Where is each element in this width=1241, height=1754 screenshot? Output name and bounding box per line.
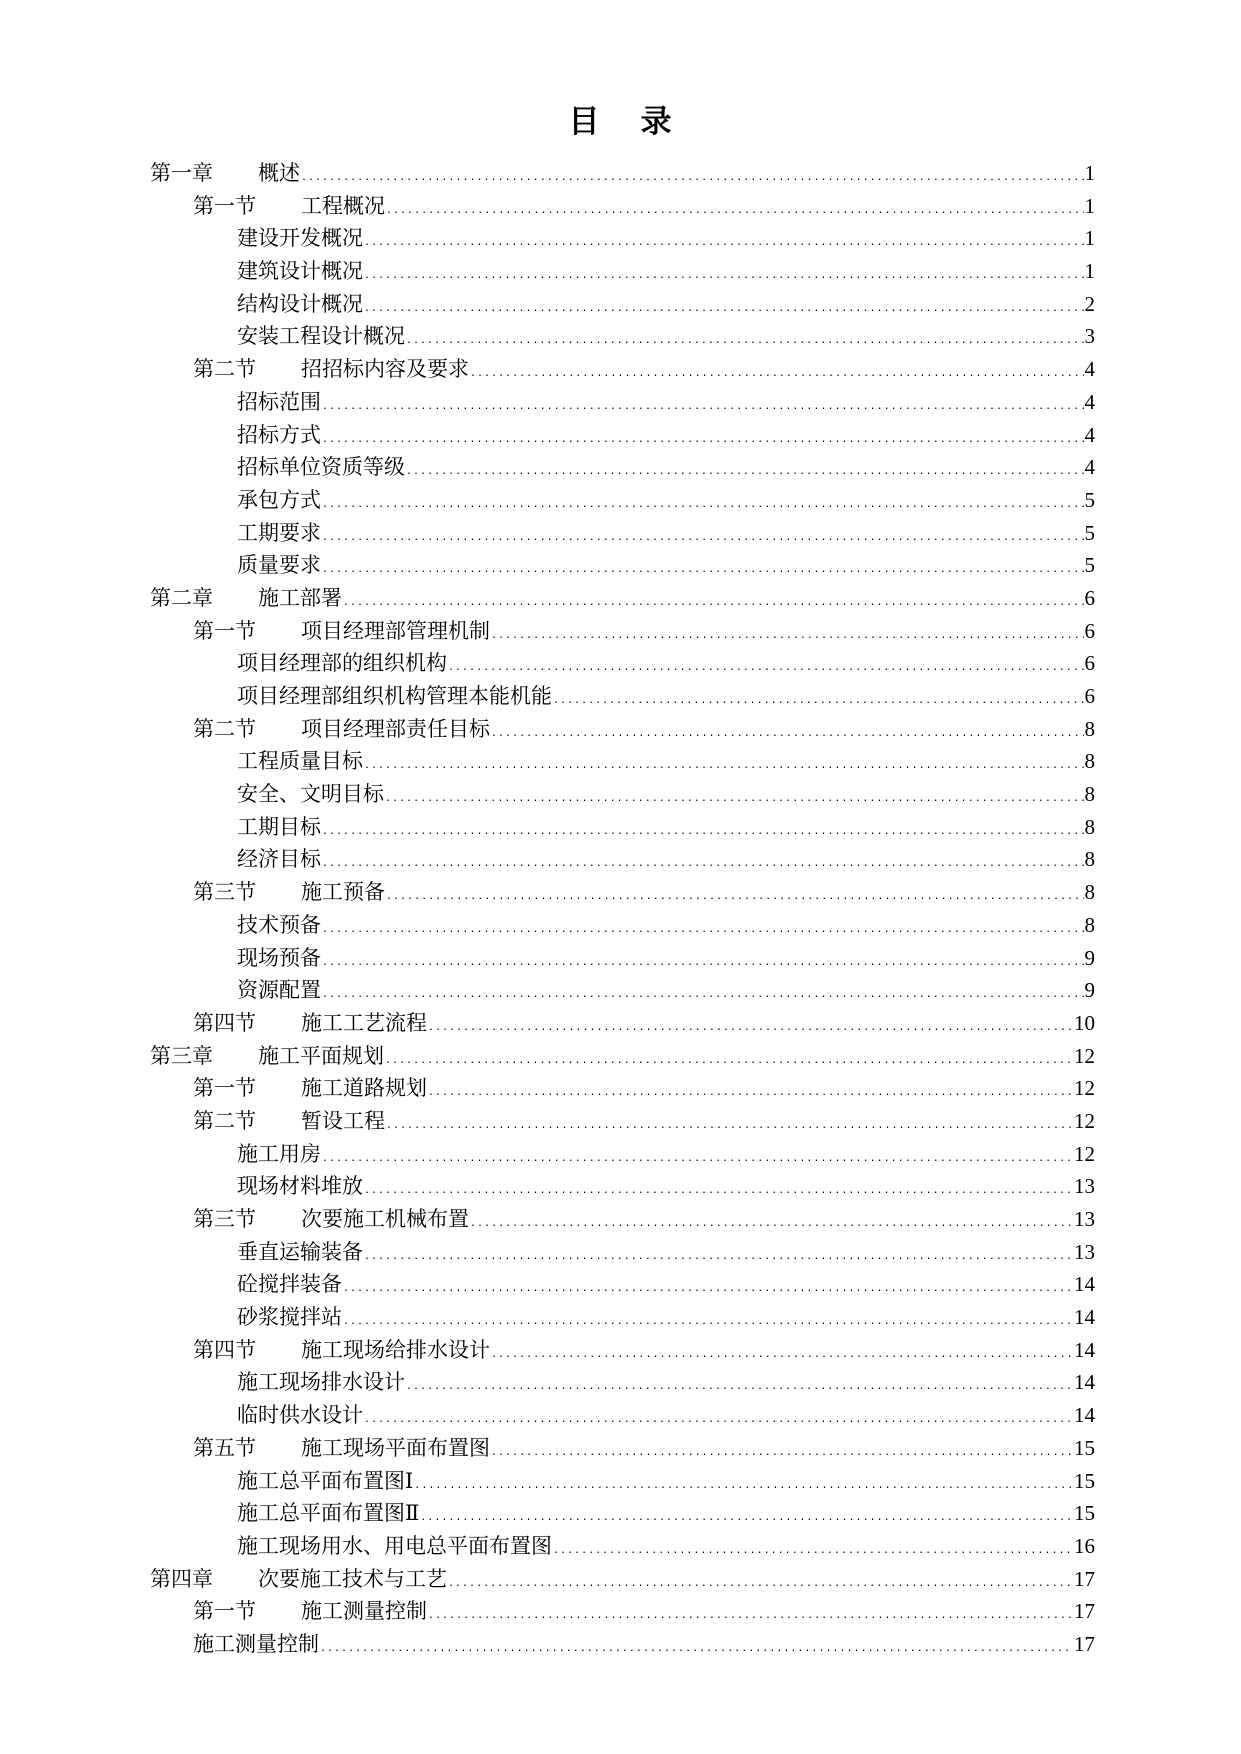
toc-entry[interactable] <box>150 647 1095 680</box>
toc-entry-label <box>237 1138 321 1171</box>
toc-entry[interactable] <box>150 288 1095 321</box>
toc-entry-label <box>193 353 469 386</box>
toc-entry-title: 质量要求 <box>237 553 321 578</box>
toc-entry-label <box>237 778 384 811</box>
toc-entry[interactable] <box>150 1268 1095 1301</box>
toc-leader-dots <box>385 1045 1073 1078</box>
toc-leader-dots <box>301 162 1084 195</box>
toc-entry-label <box>237 320 405 353</box>
toc-page-number: 14 <box>1074 1370 1095 1395</box>
toc-entry-label <box>237 255 363 288</box>
toc-entry[interactable] <box>150 942 1095 975</box>
toc-leader-dots <box>320 1633 1073 1666</box>
toc-page-number: 8 <box>1084 912 1095 937</box>
toc-entry-title: 技术预备 <box>237 912 321 937</box>
toc-leader-dots <box>322 979 1084 1012</box>
toc-leader-dots <box>322 424 1084 457</box>
toc-entry-label <box>150 582 342 615</box>
toc-page-number: 6 <box>1084 585 1095 610</box>
toc-entry-title: 工期目标 <box>237 814 321 839</box>
toc-entry-label <box>237 1301 342 1334</box>
toc-entry-title: 施工现场平面布置图 <box>301 1435 490 1460</box>
toc-entry-number: 第四章 <box>150 1566 213 1591</box>
toc-entry-title: 经济目标 <box>237 847 321 872</box>
toc-entry-title: 施工现场给排水设计 <box>301 1337 490 1362</box>
toc-entry[interactable] <box>150 419 1095 452</box>
toc-entry-label <box>237 1268 342 1301</box>
toc-entry-label <box>193 1007 427 1040</box>
toc-entry[interactable] <box>150 222 1095 255</box>
toc-entry[interactable] <box>150 1072 1095 1105</box>
toc-leader-dots <box>491 1339 1073 1372</box>
toc-entry[interactable] <box>150 876 1095 909</box>
toc-entry[interactable] <box>150 1465 1095 1498</box>
toc-entry-label <box>193 190 385 223</box>
toc-page-number: 17 <box>1074 1631 1095 1656</box>
toc-entry-number: 第三节 <box>193 1207 256 1231</box>
toc-entry[interactable] <box>150 386 1095 419</box>
toc-entry-title: 招标方式 <box>237 422 321 447</box>
toc-entry-label <box>193 1105 385 1138</box>
toc-entry-label <box>237 419 321 452</box>
toc-entry-title: 项目经理部组织机构管理本能机能 <box>237 684 552 708</box>
toc-entry[interactable] <box>150 157 1095 190</box>
toc-entry-label <box>150 1563 447 1596</box>
toc-page-number: 17 <box>1074 1599 1095 1624</box>
toc-entry-title: 项目经理部管理机制 <box>301 618 490 643</box>
toc-entry-number: 第二章 <box>150 585 213 610</box>
toc-entry[interactable] <box>150 353 1095 386</box>
page-title <box>0 100 1241 144</box>
toc-entry-title: 施工平面规划 <box>258 1043 384 1068</box>
toc-entry-title: 施工现场用水、用电总平面布置图 <box>237 1533 552 1558</box>
toc-entry[interactable] <box>150 1399 1095 1432</box>
toc-leader-dots <box>322 522 1084 555</box>
toc-page-number: 13 <box>1074 1207 1095 1231</box>
toc-entry-title: 暂设工程 <box>301 1108 385 1133</box>
toc-entry[interactable] <box>150 1334 1095 1367</box>
toc-page-number: 6 <box>1084 651 1095 676</box>
toc-entry-title: 招标单位资质等级 <box>237 455 405 480</box>
toc-leader-dots <box>428 1077 1073 1110</box>
toc-entry[interactable] <box>150 1301 1095 1334</box>
toc-page-number: 4 <box>1084 455 1095 480</box>
toc-page-number: 8 <box>1084 814 1095 839</box>
toc-leader-dots <box>364 260 1084 293</box>
toc-entry-label <box>150 157 300 190</box>
toc-entry-number: 第一节 <box>193 1076 256 1101</box>
toc-entry-title: 次要施工机械布置 <box>301 1207 469 1231</box>
toc-leader-dots <box>322 816 1084 849</box>
toc-entry-label <box>237 517 321 550</box>
toc-entry[interactable] <box>150 1170 1095 1203</box>
toc-entry-title: 建设开发概况 <box>237 226 363 251</box>
toc-entry-number: 第一节 <box>193 193 256 218</box>
toc-entry-number: 第一节 <box>193 1599 256 1624</box>
toc-entry[interactable] <box>150 909 1095 942</box>
toc-entry[interactable] <box>150 778 1095 811</box>
toc-leader-dots <box>386 195 1084 228</box>
toc-leader-dots <box>322 391 1084 424</box>
toc-entry[interactable] <box>150 843 1095 876</box>
toc-entry-title: 施工工艺流程 <box>301 1010 427 1035</box>
toc-entry-title: 项目经理部责任目标 <box>301 716 490 741</box>
toc-page-number: 14 <box>1074 1272 1095 1297</box>
toc-entry-label <box>237 843 321 876</box>
toc-entry[interactable] <box>150 549 1095 582</box>
toc-entry-number: 第五节 <box>193 1435 256 1460</box>
toc-page-number: 8 <box>1084 716 1095 741</box>
toc-entry-number: 第三章 <box>150 1043 213 1068</box>
toc-entry[interactable] <box>150 517 1095 550</box>
toc-leader-dots <box>428 1600 1073 1633</box>
title-char-1: 目 <box>568 104 601 140</box>
toc-entry[interactable] <box>150 1530 1095 1563</box>
toc-entry-title: 施工总平面布置图Ⅱ <box>237 1501 420 1526</box>
toc-page-number: 4 <box>1084 389 1095 414</box>
toc-page-number: 13 <box>1074 1174 1095 1199</box>
toc-entry-label <box>237 1366 405 1399</box>
toc-page-number: 14 <box>1074 1403 1095 1428</box>
toc-page-number: 4 <box>1084 357 1095 382</box>
toc-entry-label <box>193 876 385 909</box>
toc-entry-title: 施工道路规划 <box>301 1076 427 1101</box>
toc-entry-label <box>193 615 490 648</box>
toc-leader-dots <box>386 1110 1073 1143</box>
toc-entry[interactable] <box>150 1236 1095 1269</box>
toc-page-number: 5 <box>1084 487 1095 512</box>
toc-page-number: 1 <box>1084 226 1095 251</box>
toc-page-number: 15 <box>1074 1468 1095 1493</box>
toc-entry-number: 第二节 <box>193 1108 256 1133</box>
toc-entry[interactable] <box>150 320 1095 353</box>
toc-entry-number: 第四节 <box>193 1010 256 1035</box>
toc-leader-dots <box>491 1437 1073 1470</box>
toc-page-number: 15 <box>1074 1501 1095 1526</box>
toc-entry-title: 施工总平面布置图Ⅰ <box>237 1468 414 1493</box>
toc-entry-label <box>237 386 321 419</box>
toc-entry-number: 第三节 <box>193 880 256 905</box>
toc-entry-label <box>237 647 447 680</box>
toc-entry[interactable] <box>150 974 1095 1007</box>
toc-entry[interactable] <box>150 1040 1095 1073</box>
toc-page-number: 12 <box>1074 1108 1095 1133</box>
toc-entry[interactable] <box>150 1628 1095 1661</box>
toc-entry-title: 施工测量控制 <box>301 1599 427 1624</box>
toc-page-number: 16 <box>1074 1533 1095 1558</box>
toc-entry-title: 招招标内容及要求 <box>301 357 469 382</box>
toc-leader-dots <box>364 750 1084 783</box>
toc-entry-label <box>193 1628 319 1661</box>
toc-page-number: 15 <box>1074 1435 1095 1460</box>
toc-leader-dots <box>364 1241 1073 1274</box>
toc-entry-label <box>237 1170 363 1203</box>
toc-entry-number: 第四节 <box>193 1337 256 1362</box>
toc-entry-label <box>237 288 363 321</box>
toc-leader-dots <box>364 293 1084 326</box>
toc-entry[interactable] <box>150 190 1095 223</box>
toc-entry-title: 建筑设计概况 <box>237 259 363 284</box>
toc-page-number: 8 <box>1084 847 1095 872</box>
toc-page-number: 14 <box>1074 1337 1095 1362</box>
toc-entry-title: 工程质量目标 <box>237 749 363 774</box>
toc-leader-dots <box>385 783 1084 816</box>
toc-leader-dots <box>406 456 1084 489</box>
toc-leader-dots <box>322 554 1084 587</box>
toc-entry[interactable] <box>150 1366 1095 1399</box>
toc-entry-title: 施工测量控制 <box>193 1631 319 1656</box>
toc-entry-title: 结构设计概况 <box>237 291 363 316</box>
toc-entry-label <box>237 745 363 778</box>
toc-entry-title: 现场预备 <box>237 945 321 970</box>
toc-entry-title: 承包方式 <box>237 487 321 512</box>
toc-page-number: 5 <box>1084 553 1095 578</box>
toc-leader-dots <box>448 1568 1073 1601</box>
toc-leader-dots <box>491 620 1084 653</box>
toc-entry-title: 概述 <box>258 161 300 185</box>
toc-entry[interactable] <box>150 1105 1095 1138</box>
toc-leader-dots <box>364 1175 1073 1208</box>
toc-page-number: 10 <box>1074 1010 1095 1035</box>
toc-entry[interactable] <box>150 680 1095 713</box>
toc-leader-dots <box>406 1371 1073 1404</box>
toc-page-number: 8 <box>1084 880 1095 905</box>
toc-entry-label <box>237 1530 552 1563</box>
toc-page-number: 8 <box>1084 782 1095 807</box>
toc-page-number: 8 <box>1084 749 1095 774</box>
toc-entry-label <box>237 811 321 844</box>
toc-leader-dots <box>386 881 1084 914</box>
toc-leader-dots <box>343 1273 1073 1306</box>
toc-entry[interactable] <box>150 1432 1095 1465</box>
toc-entry-number: 第二节 <box>193 716 256 741</box>
toc-entry-label <box>237 222 363 255</box>
toc-entry-title: 安装工程设计概况 <box>237 324 405 349</box>
toc-entry[interactable] <box>150 484 1095 517</box>
table-of-contents <box>150 157 1095 1661</box>
toc-entry-label <box>237 1236 363 1269</box>
toc-page-number: 6 <box>1084 618 1095 643</box>
toc-entry[interactable] <box>150 582 1095 615</box>
toc-entry-title: 次要施工技术与工艺 <box>258 1566 447 1591</box>
toc-entry[interactable] <box>150 1138 1095 1171</box>
toc-page-number: 14 <box>1074 1305 1095 1330</box>
toc-page-number: 12 <box>1074 1043 1095 1068</box>
toc-entry-number: 第一节 <box>193 618 256 643</box>
title-char-2: 录 <box>640 104 673 140</box>
toc-page-number: 1 <box>1084 193 1095 218</box>
toc-entry[interactable] <box>150 1007 1095 1040</box>
toc-page-number: 12 <box>1074 1141 1095 1166</box>
toc-entry[interactable] <box>150 713 1095 746</box>
toc-entry-label <box>193 1334 490 1367</box>
toc-entry-title: 项目经理部的组织机构 <box>237 651 447 676</box>
toc-entry[interactable] <box>150 811 1095 844</box>
toc-leader-dots <box>470 1208 1073 1241</box>
toc-entry-label <box>237 1497 419 1530</box>
toc-leader-dots <box>322 914 1084 947</box>
toc-entry[interactable] <box>150 451 1095 484</box>
toc-entry[interactable] <box>150 1497 1095 1530</box>
toc-page-number: 13 <box>1074 1239 1095 1264</box>
toc-entry-label <box>193 713 490 746</box>
toc-entry-label <box>193 1432 490 1465</box>
toc-entry-title: 施工用房 <box>237 1141 321 1166</box>
toc-entry[interactable] <box>150 745 1095 778</box>
toc-entry-label <box>193 1595 427 1628</box>
toc-page-number: 17 <box>1074 1566 1095 1591</box>
toc-page-number: 1 <box>1084 161 1095 185</box>
toc-entry[interactable] <box>150 1203 1095 1236</box>
toc-leader-dots <box>414 1470 1073 1503</box>
toc-page-number: 9 <box>1084 945 1095 970</box>
toc-entry[interactable] <box>150 615 1095 648</box>
toc-entry-label <box>237 1465 413 1498</box>
toc-entry-number: 第二节 <box>193 357 256 382</box>
toc-entry[interactable] <box>150 1595 1095 1628</box>
toc-page-number: 3 <box>1084 324 1095 349</box>
toc-leader-dots <box>322 1143 1073 1176</box>
toc-entry-label <box>237 1399 363 1432</box>
toc-entry-title: 砼搅拌装备 <box>237 1272 342 1297</box>
toc-page-number: 6 <box>1084 684 1095 708</box>
toc-entry-title: 资源配置 <box>237 978 321 1003</box>
toc-entry-label <box>237 942 321 975</box>
toc-page-number: 12 <box>1074 1076 1095 1101</box>
toc-entry-title: 招标范围 <box>237 389 321 414</box>
toc-entry-title: 安全、文明目标 <box>237 782 384 807</box>
toc-entry-label <box>150 1040 384 1073</box>
toc-entry-label <box>193 1203 469 1236</box>
toc-entry-title: 现场材料堆放 <box>237 1174 363 1199</box>
toc-entry-title: 工程概况 <box>301 193 385 218</box>
toc-entry-title: 临时供水设计 <box>237 1403 363 1428</box>
toc-page-number: 4 <box>1084 422 1095 447</box>
toc-entry-label <box>193 1072 427 1105</box>
toc-leader-dots <box>553 1535 1073 1568</box>
toc-entry-title: 施工部署 <box>258 585 342 610</box>
toc-leader-dots <box>491 718 1084 751</box>
toc-entry[interactable] <box>150 1563 1095 1596</box>
toc-entry-title: 施工预备 <box>301 880 385 905</box>
toc-entry-label <box>237 974 321 1007</box>
toc-entry-label <box>237 680 552 713</box>
toc-entry[interactable] <box>150 255 1095 288</box>
toc-entry-title: 工期要求 <box>237 520 321 545</box>
toc-entry-label <box>237 909 321 942</box>
toc-entry-title: 砂浆搅拌站 <box>237 1305 342 1330</box>
toc-entry-title: 施工现场排水设计 <box>237 1370 405 1395</box>
toc-leader-dots <box>364 227 1084 260</box>
toc-page-number: 2 <box>1084 291 1095 316</box>
toc-entry-title: 垂直运输装备 <box>237 1239 363 1264</box>
toc-entry-number: 第一章 <box>150 161 213 185</box>
toc-leader-dots <box>322 489 1084 522</box>
toc-leader-dots <box>322 848 1084 881</box>
toc-leader-dots <box>406 325 1084 358</box>
toc-entry-label <box>237 484 321 517</box>
toc-leader-dots <box>470 358 1084 391</box>
toc-page-number: 5 <box>1084 520 1095 545</box>
toc-entry-label <box>237 451 405 484</box>
toc-entry-label <box>237 549 321 582</box>
toc-leader-dots <box>322 947 1084 980</box>
toc-leader-dots <box>553 685 1084 718</box>
toc-page-number: 9 <box>1084 978 1095 1003</box>
toc-leader-dots <box>428 1012 1073 1045</box>
toc-page-number: 1 <box>1084 259 1095 284</box>
